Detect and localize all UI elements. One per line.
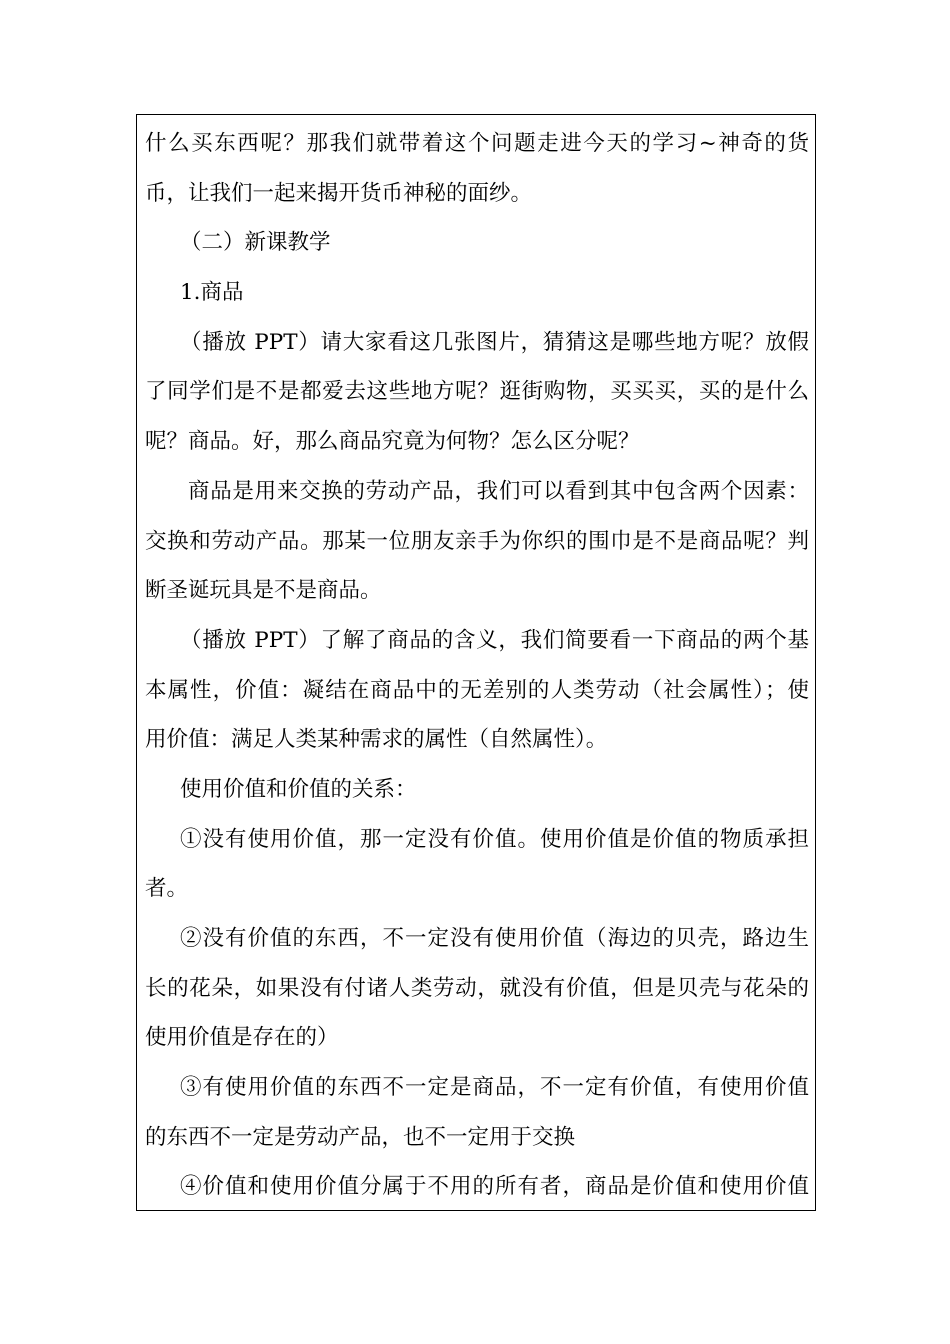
list-item: ②没有价值的东西，不一定没有使用价值（海边的贝壳，路边生 [180,926,809,951]
list-item: ①没有使用价值，那一定没有价值。使用价值是价值的物质承担 [180,826,809,852]
text-line: 长的花朵，如果没有付诸人类劳动，就没有价值，但是贝壳与花朵的 [145,975,809,1001]
text-line: 交换和劳动产品。那某一位朋友亲手为你织的围巾是不是商品呢？判 [145,528,809,554]
list-item: ④价值和使用价值分属于不用的所有者，商品是价值和使用价值 [180,1174,809,1200]
text-line: 币，让我们一起来揭开货币神秘的面纱。 [145,180,533,206]
text-line: 使用价值和价值的关系： [180,776,417,802]
text-line: 商品是用来交换的劳动产品，我们可以看到其中包含两个因素： [188,478,809,504]
text-line: 了同学们是不是都爱去这些地方呢？逛街购物，买买买，买的是什么 [145,379,809,405]
text-line: 呢？商品。好，那么商品究竟为何物？怎么区分呢？ [145,429,640,455]
text-line: 断圣诞玩具是不是商品。 [145,578,382,604]
subsection-heading: 1.商品 [180,280,244,306]
text-line: 使用价值是存在的） [145,1025,339,1051]
text-line: 什么买东西呢？那我们就带着这个问题走进今天的学习~神奇的货 [145,131,809,156]
text-line: （播放 PPT）请大家看这几张图片，猜猜这是哪些地方呢？放假 [180,329,809,355]
text-line: 的东西不一定是劳动产品，也不一定用于交换 [145,1124,576,1150]
list-item: ③有使用价值的东西不一定是商品，不一定有价值，有使用价值 [180,1075,809,1101]
text-line: 本属性，价值：凝结在商品中的无差别的人类劳动（社会属性）；使 [145,677,809,703]
text-line: 者。 [145,876,189,902]
section-heading: （二）新课教学 [180,230,331,256]
text-line: 用价值：满足人类某种需求的属性（自然属性）。 [145,727,608,753]
document-frame [136,114,816,1211]
document-body [145,119,809,1211]
text-line: （播放 PPT）了解了商品的含义，我们简要看一下商品的两个基 [180,627,809,653]
